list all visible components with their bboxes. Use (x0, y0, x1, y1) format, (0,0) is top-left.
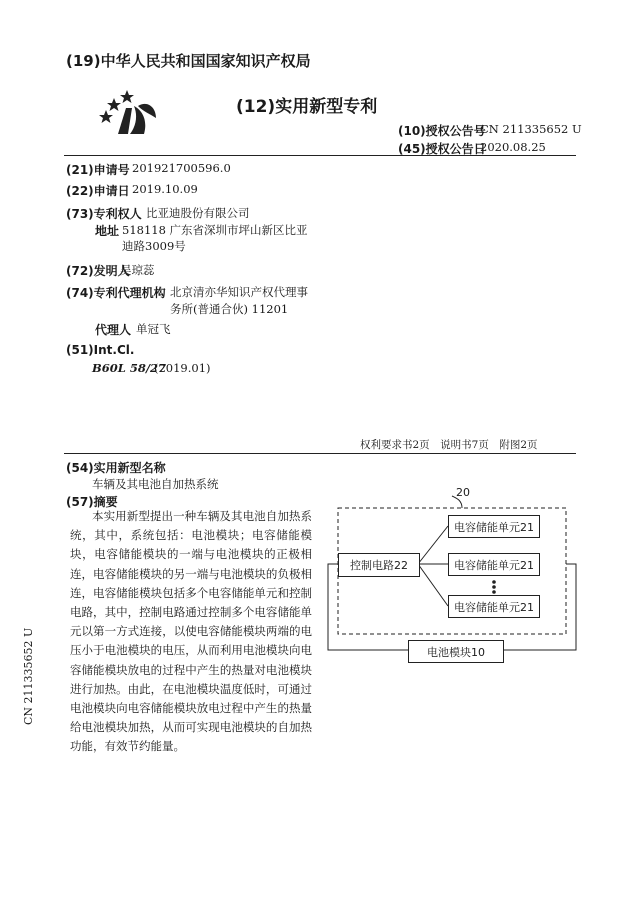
intcl-code: B60L 58/27 (92, 361, 167, 375)
abstract-text: 本实用新型提出一种车辆及其电池自加热系统，其中，系统包括：电池模块；电容储能模块，电容储能模块的一端与电池模块的正极相连，电容储能模块的另一端与电池模块的负极相连，电容储能模块包括多个电容储能单元和控制电路，其中，控制电路通过控制多个电容储能单元以第一方式连接，以使电容储能模块两端的电压小于电池模块的电压，从而利用电池模块向电容储能模块放电的过程中产生的热量对电池模块进行加热。由此，在电池模块温度低时，可通过电池模块向电容储能模块放电过程中产生的热量给电池模块加热，从而可实现电池模块的自加热功能，有效节约能量。 (70, 509, 312, 754)
pub-no-label: (10)授权公告号 (398, 124, 486, 138)
pub-no-value: CN 211335652 U (480, 122, 582, 136)
doc-type-title: (12)实用新型专利 (236, 97, 378, 117)
abstract-label: (57)摘要 (66, 495, 118, 509)
address-line1: 518118 广东省深圳市坪山新区比亚 (122, 223, 308, 237)
page-counts: 权利要求书2页 说明书7页 附图2页 (360, 439, 538, 451)
title-label: (54)实用新型名称 (66, 461, 166, 475)
connector-bottom (418, 564, 448, 606)
app-date-value: 2019.10.09 (132, 182, 198, 196)
office-name: (19)中华人民共和国国家知识产权局 (66, 52, 311, 70)
address-label: 地址 (95, 224, 120, 238)
utility-model-title: 车辆及其电池自加热系统 (92, 477, 219, 491)
address-line2: 迪路3009号 (122, 239, 186, 253)
intcl-label: (51)Int.Cl. (66, 343, 135, 357)
side-pub-number: CN 211335652 U (22, 627, 35, 725)
figure-ref-label: 20 (456, 486, 470, 499)
app-date-label: (22)申请日 (66, 184, 130, 198)
app-no-label: (21)申请号 (66, 163, 130, 177)
capacitor-unit-box-1: 电容储能单元21 (448, 515, 540, 538)
patentee-value: 比亚迪股份有限公司 (146, 206, 250, 220)
agency-line2: 务所(普通合伙) 11201 (170, 302, 289, 316)
pub-date-value: 2020.08.25 (480, 140, 546, 154)
intcl-year: (2019.01) (154, 361, 211, 375)
inventor-label: (72)发明人 (66, 264, 130, 278)
connector-top (418, 526, 448, 564)
agency-label: (74)专利代理机构 (66, 286, 166, 300)
agent-label: 代理人 (95, 323, 132, 337)
cnipa-logo-icon (98, 88, 160, 140)
pub-date-label: (45)授权公告日 (398, 142, 486, 156)
biblio-divider (64, 453, 576, 454)
battery-module-box: 电池模块10 (408, 640, 504, 663)
header-divider (64, 155, 576, 156)
patentee-label: (73)专利权人 (66, 207, 142, 221)
agent-value: 单冠飞 (136, 322, 171, 336)
capacitor-unit-box-3: 电容储能单元21 (448, 595, 540, 618)
capacitor-unit-box-2: 电容储能单元21 (448, 553, 540, 576)
app-no-value: 201921700596.0 (132, 161, 231, 175)
control-circuit-box: 控制电路22 (338, 553, 420, 577)
agency-line1: 北京清亦华知识产权代理事 (170, 285, 308, 299)
inventor-value: 吴琼蕊 (120, 263, 155, 277)
